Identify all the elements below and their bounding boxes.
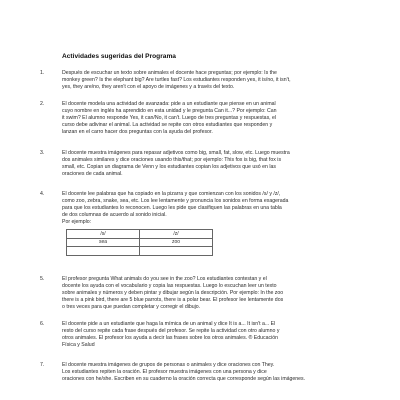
- item-text: El docente muestra imágenes de grupos de personas o animales y dice oraciones con They. Los estudiantes repiten la oración. El profesor muestra imágenes con una persona y dice oraciones con he/she. Escriben en su cuaderno la oración correcta que corresponde según las imágenes.: [62, 362, 306, 382]
- table-cell: [67, 247, 140, 256]
- item-number: 3.: [40, 150, 45, 156]
- item-text: El docente lee palabras que ha copiado en la pizarra y que comienzan con los sonidos /s/ y /z/, como zoo, zebra, snake, sea, etc. Los lee lentamente y pronuncia los sonidos en forma exagerada para que los estudiantes lo reconocen. Luego les pide que clasifiquen las palabras en una tabla de dos columnas de acuerdo al sonido inicial. Por ejemplo:: [62, 191, 289, 225]
- item-number: 6.: [40, 321, 45, 327]
- table-cell: [140, 247, 213, 256]
- table-header-cell: /z/: [140, 230, 213, 239]
- document-page: [40, 0, 356, 400]
- table-header-cell: /s/: [67, 230, 140, 239]
- item-number: 2.: [40, 101, 45, 107]
- item-number: 5.: [40, 276, 45, 282]
- table-header-row: [67, 230, 213, 239]
- table-cell: sea: [67, 238, 140, 247]
- item-number: 7.: [40, 362, 45, 368]
- item-text: El docente muestra imágenes para repasar adjetivos como big, small, fat, slow, etc. Luego muestra dos animales similares y dice oraciones usando this/that; por ejemplo: This fox is big, that fox is small, etc. Copian un diagrama de Venn y los estudiantes copian los adjetivos que usó en las oraciones de cada animal.: [62, 150, 290, 177]
- table-row: [67, 247, 213, 256]
- item-text: El profesor pregunta What animals do you see in the zoo? Los estudiantes contestan y el docente los ayuda con el vocabulario y copia las respuestas. Luego lo escuchan leer un texto sobre animales y números y deben pintar y dibujar según la descripción. Por ejemplo: In the zoo there is a pink bird, there are 5 blue parrots, there is a polar bear. El profesor lee lentamente dos o tres veces para que puedan completar y corregir el dibujo.: [62, 276, 284, 310]
- section-title: Actividades sugeridas del Programa: [62, 53, 176, 60]
- item-text: Después de escuchar un texto sobre animales el docente hace preguntas; por ejemplo: Is the monkey green? Is the elephant big? Are turtles fast? Los estudiantes responden yes, it is/no, it isn't, yes, they are/no, they aren't con el apoyo de imágenes y a través del texto.: [62, 70, 291, 90]
- table-row: [67, 238, 213, 247]
- item-number: 4.: [40, 191, 45, 197]
- item-text: El docente pide a un estudiante que haga la mímica de un animal y dice It is a... It isn't a... El resto del curso repite cada frase después del profesor. Se repite la actividad con otro alumno y otros animales. El profesor los ayuda a decir las frases sobre los otros animales. ® Educación Física y Salud: [62, 321, 280, 348]
- item-number: 1.: [40, 70, 45, 76]
- table-cell: zoo: [140, 238, 213, 247]
- item-text: El docente modela una actividad de avanzada: pide a un estudiante que piense en un animal cuyo nombre en inglés ha aprendido en esta unidad y le pregunta Can it...? Por ejemplo: Can it swim? El alumno responde Yes, it can/No, it can't. Luego de tres preguntas y respuestas, el curso debe adivinar el animal. La actividad se repite con otros estudiantes que responden y lanzan en el carro hacer dos preguntas con la ayuda del profesor.: [62, 101, 277, 135]
- sound-classification-table: [66, 229, 213, 256]
